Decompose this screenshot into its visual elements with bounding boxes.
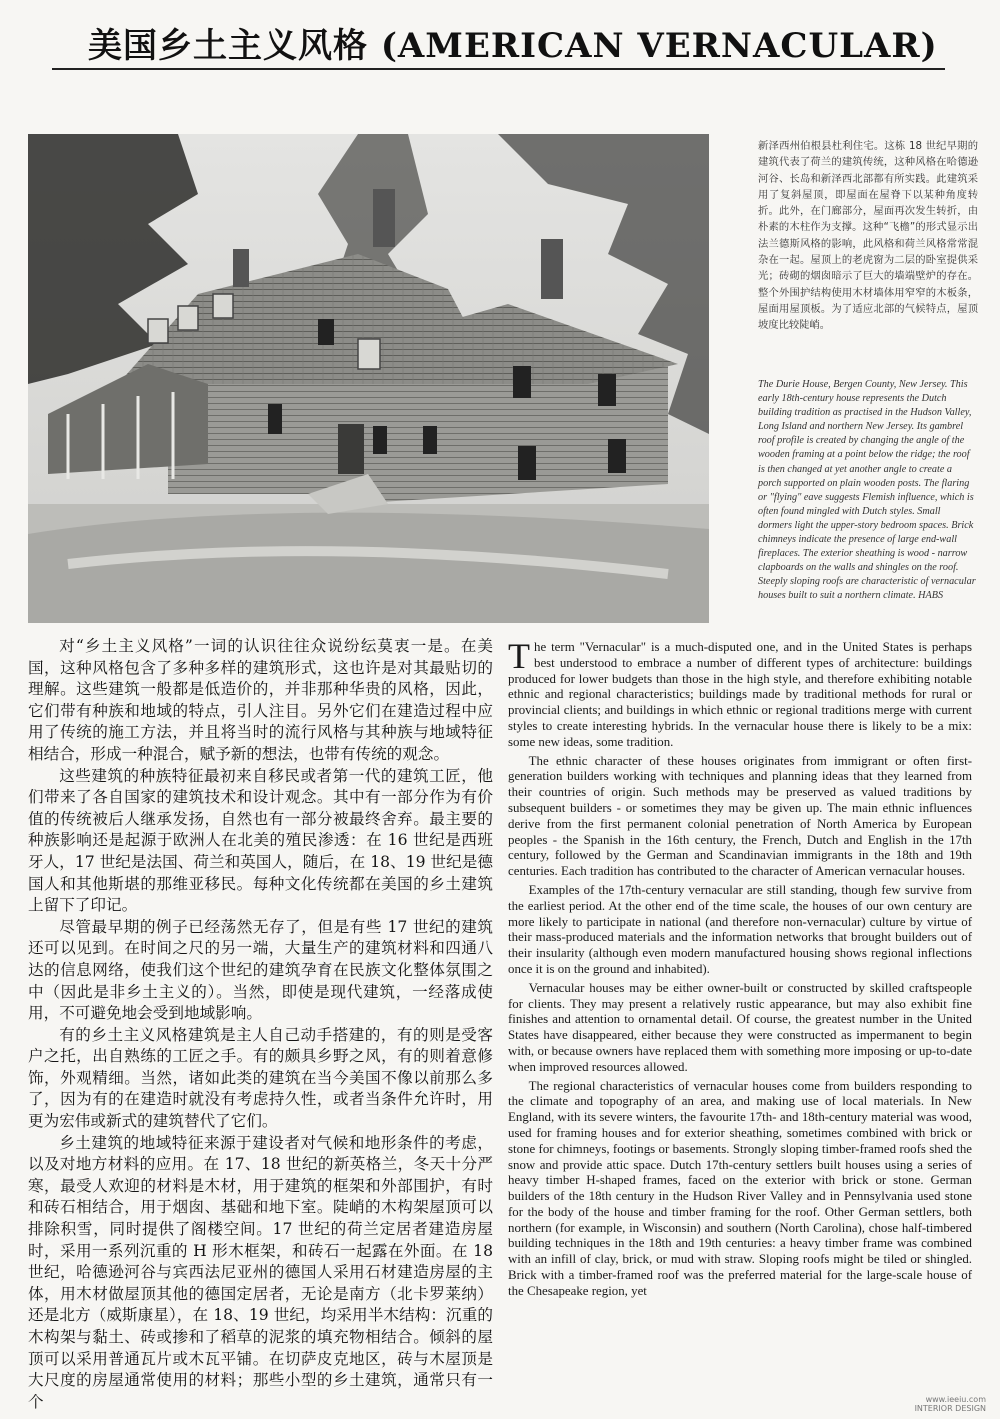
caption-chinese: 新泽西州伯根县杜利住宅。这栋 18 世纪早期的建筑代表了荷兰的建筑传统，这种风格在哈德逊河谷、长岛和新泽西北部都有所实践。此建筑采用了复斜屋顶，即屋面在屋脊下以某种角度转折。此外，在门廊部分，屋面再次发生转折，由朴素的木柱作为支撑。这种“飞檐”的形式显示出法兰德斯风格的影响，此风格和荷兰风格常常混杂在一起。屋顶上的老虎窗为二层的卧室提供采光；砖砌的烟囱暗示了巨大的墙端壁炉的存在。整个外围护结构使用木材墙体用窄窄的木板条，屋面用屋顶板。为了适应北部的气候特点，屋顶坡度比较陡峭。 (758, 140, 978, 332)
watermark-label: INTERIOR DESIGN (914, 1404, 986, 1413)
cn-paragraph: 尽管最早期的例子已经荡然无存了，但是有些 17 世纪的建筑还可以见到。在时间之尺的另一端，大量生产的建筑材料和四通八达的信息网络，使我们这个世纪的建筑孕育在民族文化整体氛围之中（因此是非乡土主义的）。当然，即使是现代建筑，一经落成使用，不可避免地会受到地域影响。 (28, 917, 493, 1023)
cn-paragraph: 对“乡土主义风格”一词的认识往往众说纷纭莫衷一是。在美国，这种风格包含了多种多样的建筑形式，这也许是对其最贴切的理解。这些建筑一般都是低造价的，并非那种华贵的风格，因此，它们带有种族和地域的特点，引人注目。另外它们在建造过程中应用了传统的施工方法，并且将当时的流行风格与其种族与地域特征相结合，形成一种混合，赋予新的想法，也带有传统的观念。 (28, 637, 493, 763)
house-photo (28, 134, 709, 623)
durie-house-photo (28, 134, 709, 623)
cn-paragraph: 有的乡土主义风格建筑是主人自己动手搭建的，有的则是受客户之托，出自熟练的工匠之手。有的颇具乡野之风，有的则着意修饰，外观精细。当然，诸如此类的建筑在当今美国不像以前那么多了，因为有的在建造时就没有考虑持久性，或者当条件允许时，用更为宏伟或新式的建筑替代了它们。 (28, 1025, 493, 1131)
page-title: 美国乡土主义风格 (AMERICAN VERNACULAR) (88, 26, 938, 66)
english-article-column (508, 636, 972, 1303)
watermark (915, 1395, 986, 1413)
caption-english: The Durie House, Bergen County, New Jersey. This early 18th-century house represents the Dutch building tradition as practised in the Hudson Valley, Long Island and northern New Jersey. Its gambrel roof profile is created by changing the angle of the wooden framing at a point below the ridge; the roof is then changed at yet another angle to create a porch supported on plain wooden posts. The flaring or "flying" eave suggests Flemish influence, which is often found mingled with Dutch styles. Small dormers light the upper-story bedroom spaces. Brick chimneys indicate the presence of large end-wall fireplaces. The exterior sheathing is wood - narrow clapboards on the walls and shingles on the roof. Steeply sloping roofs are characteristic of vernacular houses built to suit a northern climate. HABS (758, 379, 976, 602)
en-paragraph (508, 636, 972, 751)
en-paragraph: Examples of the 17th-century vernacular are still standing, though few survive from the earliest period. At the other end of the time scale, the houses of our own century are more likely to participate in national (and therefore non-vernacular) culture by virtue of their mass-produced materials and the information networks that brought builders out of their insularity (although even modern manufactured housing shows regional inflections once it is on the ground and inhabited). (508, 882, 972, 976)
chinese-article-column (28, 636, 493, 1413)
watermark-url: www.ieeiu.com (925, 1395, 986, 1404)
en-paragraph-text: he term "Vernacular" is a much-disputed one, and in the United States is perhaps best understood to embrace a number of different types of architecture: buildings produced for lower budgets than those in the high style, and therefore exhibiting notable ethnic and regional characteristics; buildings made by traditional methods for rural or provincial clients; and buildings in which ethnic or regional traditions merge with current styles to create interesting hybrids. In the vernacular house there is likely to be a mix: some new ideas, some tradition. (508, 640, 972, 749)
cn-paragraph: 乡土建筑的地域特征来源于建设者对气候和地形条件的考虑，以及对地方材料的应用。在 17、18 世纪的新英格兰，冬天十分严寒，最受人欢迎的材料是木材，用于建筑的框架和外部围护，有时和砖石相结合，用于烟囱、基础和地下室。陡峭的木构架屋顶可以排除积雪，同时提供了阁楼空间。17 世纪的荷兰定居者建造房屋时，采用一系列沉重的 H 形木框架，和砖石一起露在外面。在 18 世纪，哈德逊河谷与宾西法尼亚州的德国人采用石材建造房屋的主体，用木材做屋顶其他的德国定居者，无论是南方（北卡罗莱纳）还是北方（威斯康星），在 18、19 世纪，均采用半木结构：沉重的木构架与黏土、砖或掺和了稻草的泥浆的填充物相结合。倾斜的屋顶可以采用普通瓦片或木瓦平铺。在切萨皮克地区，砖与木屋顶是大尺度的房屋通常使用的材料；那些小型的乡土建筑，通常只有一个 (28, 1133, 493, 1411)
title-rule (52, 68, 945, 70)
en-paragraph: Vernacular houses may be either owner-built or constructed by skilled craftspeople for clients. They may present a relatively rustic appearance, but may also exhibit fine finishes and attention to ornamental detail. Of course, the greatest number in the United States have disappeared, either because they were constructed as impermanent to begin with, or because owners have replaced them with something more imposing or up-to-date when improved resources allowed. (508, 980, 972, 1074)
drop-cap: T (508, 636, 530, 676)
en-paragraph: The regional characteristics of vernacular houses come from builders responding to the climate and topography of an area, and making use of local materials. In New England, with its severe winters, the favourite 17th- and 18th-century material was wood, used for framing houses and for exterior sheathing, sometimes combined with brick or stone for chimneys, footings or basements. Strongly sloping timber-framed roofs shed the snow and provide attic space. Dutch 17th-century settlers built houses using a series of heavy timber H-shaped frames, faced on the exterior with brick or stone. German builders of the 18th century in the Hudson River Valley and in Pennsylvania used stone for the body of the house and timber framing for the roof. Other German settlers, both northern (for example, in Wisconsin) and southern (North Carolina), chose half-timbered building techniques in the 18th and 19th centuries: a heavy timber frame was combined with an infill of clay, brick, or mud with straw. Sloping roofs might be tiled or shingled. Brick with a timber-framed roof was the preferred material for the large-scale house of the Chesapeake region, yet (508, 1078, 972, 1298)
cn-paragraph: 这些建筑的种族特征最初来自移民或者第一代的建筑工匠，他们带来了各自国家的建筑技术和设计观念。其中有一部分作为有价值的传统被后人继承发扬，自然也有一部分被最终舍弃。最主要的种族影响还是起源于欧洲人在北美的殖民渗透：在 16 世纪是西班牙人，17 世纪是法国、荷兰和英国人，随后，在 18、19 世纪是德国人和其他斯堪的那维亚移民。每种文化传统都在美国的乡土建筑上留下了印记。 (28, 766, 493, 915)
en-paragraph: The ethnic character of these houses originates from immigrant or often first-generation builders working with techniques and planning ideas that they learned from their countries of origin. Such methods may be preserved as valued traditions by subsequent builders - or sometimes they may be given up. The main ethnic influences derive from the first permanent colonial penetration of North America by European peoples - the Spanish in the 16th century, the French, Dutch and English in the 17th century, followed by the German and Scandinavian immigrants in the 18th and 19th centuries. Each tradition has contributed to the character of American vernacular houses. (508, 753, 972, 879)
